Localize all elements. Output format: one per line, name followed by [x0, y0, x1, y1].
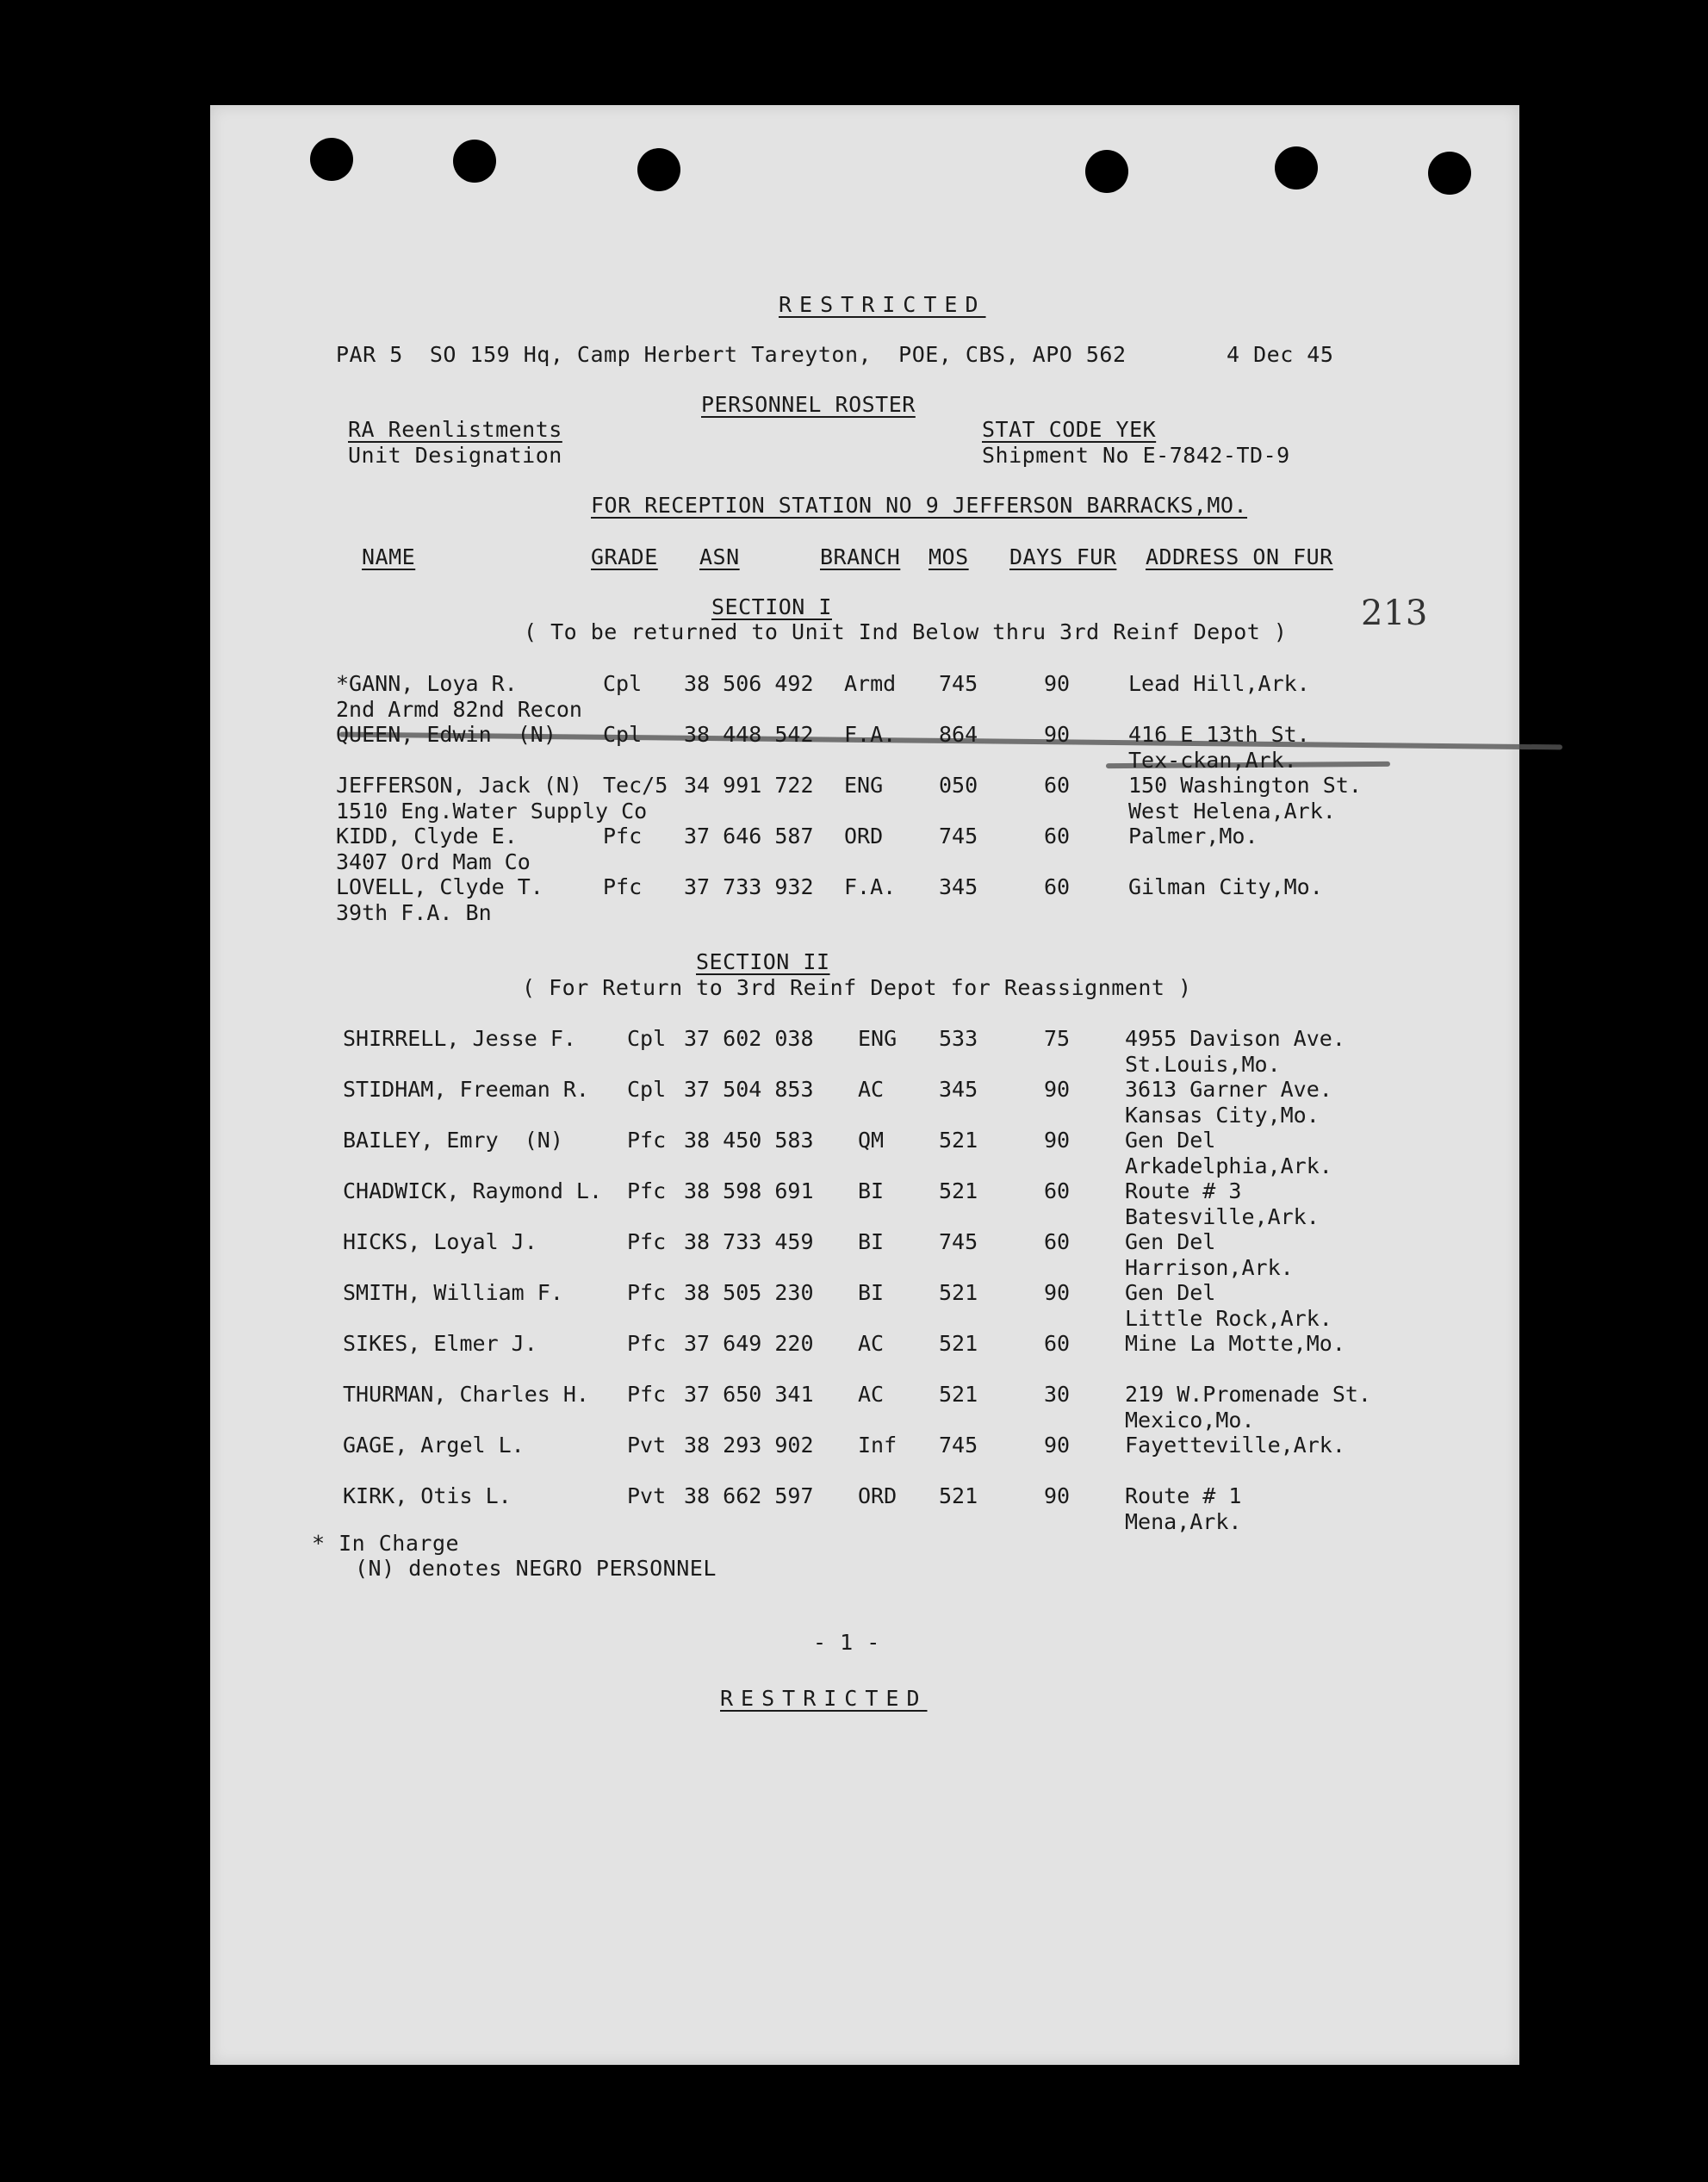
cell-name: CHADWICK, Raymond L. — [343, 1178, 603, 1203]
cell-days: 60 — [1044, 1331, 1071, 1356]
cell-grade: Pfc — [627, 1331, 667, 1356]
cell-branch: BI — [858, 1178, 885, 1203]
cell-name: STIDHAM, Freeman R. — [343, 1077, 589, 1102]
cell-unit: 39th F.A. Bn — [336, 900, 492, 925]
cell-asn: 38 506 492 — [684, 671, 814, 696]
par-line: PAR 5 SO 159 Hq, Camp Herbert Tareyton, POE, CBS, APO 562 — [336, 342, 1127, 367]
section2-title: SECTION II — [696, 949, 830, 974]
cell-address: 219 W.Promenade St. — [1125, 1382, 1371, 1407]
cell-mos: 533 — [939, 1026, 978, 1051]
cell-branch: AC — [858, 1077, 885, 1102]
cell-branch: ORD — [844, 824, 884, 849]
cell-name: JEFFERSON, Jack (N) — [336, 773, 582, 798]
cell-branch: ENG — [844, 773, 884, 798]
unit-designation: Unit Designation — [348, 443, 562, 468]
cell-days: 60 — [1044, 874, 1071, 899]
cell-address: Route # 1 — [1125, 1483, 1242, 1508]
cell-days: 75 — [1044, 1026, 1071, 1051]
cell-address: Gilman City,Mo. — [1128, 874, 1323, 899]
page-number: - 1 - — [813, 1630, 880, 1655]
cell-asn: 37 649 220 — [684, 1331, 814, 1356]
cell-asn: 37 646 587 — [684, 824, 814, 849]
table-row — [210, 1128, 1519, 1153]
cell-address-line2: St.Louis,Mo. — [1125, 1052, 1281, 1077]
cell-address: Gen Del — [1125, 1128, 1216, 1153]
cell-unit: 3407 Ord Mam Co — [336, 849, 531, 874]
cell-branch: BI — [858, 1280, 885, 1305]
cell-mos: 345 — [939, 1077, 978, 1102]
cell-asn: 38 598 691 — [684, 1178, 814, 1203]
cell-mos: 521 — [939, 1128, 978, 1153]
cell-grade: Cpl — [627, 1077, 667, 1102]
document-page — [210, 105, 1519, 2065]
cell-address: Fayetteville,Ark. — [1125, 1433, 1345, 1458]
cell-days: 60 — [1044, 773, 1071, 798]
punch-hole — [1275, 146, 1318, 190]
cell-branch: Inf — [858, 1433, 897, 1458]
cell-address: Mine La Motte,Mo. — [1125, 1331, 1345, 1356]
cell-name: KIDD, Clyde E. — [336, 824, 518, 849]
cell-days: 60 — [1044, 1178, 1071, 1203]
punch-hole — [1085, 150, 1128, 193]
cell-address: 4955 Davison Ave. — [1125, 1026, 1345, 1051]
cell-branch: F.A. — [844, 722, 897, 747]
table-row — [210, 824, 1519, 849]
cell-grade: Cpl — [603, 722, 643, 747]
cell-days: 90 — [1044, 1483, 1071, 1508]
cell-mos: 521 — [939, 1483, 978, 1508]
cell-name: *GANN, Loya R. — [336, 671, 518, 696]
cell-days: 60 — [1044, 824, 1071, 849]
col-mos: MOS — [929, 544, 969, 569]
cell-grade: Pfc — [603, 874, 643, 899]
cell-mos: 745 — [939, 1433, 978, 1458]
stat-code: STAT CODE YEK — [982, 417, 1157, 442]
cell-days: 90 — [1044, 1128, 1071, 1153]
cell-grade: Pfc — [603, 824, 643, 849]
table-row — [210, 1382, 1519, 1408]
table-row — [210, 671, 1519, 697]
cell-address: Route # 3 — [1125, 1178, 1242, 1203]
cell-branch: ORD — [858, 1483, 897, 1508]
punch-hole — [1428, 152, 1471, 195]
col-days-fur: DAYS FUR — [1009, 544, 1117, 569]
cell-grade: Pfc — [627, 1280, 667, 1305]
cell-name: SIKES, Elmer J. — [343, 1331, 537, 1356]
cell-name: THURMAN, Charles H. — [343, 1382, 589, 1407]
cell-branch: Armd — [844, 671, 897, 696]
cell-mos: 345 — [939, 874, 978, 899]
cell-mos: 521 — [939, 1331, 978, 1356]
restricted-bottom: RESTRICTED — [720, 1686, 928, 1711]
cell-mos: 521 — [939, 1382, 978, 1407]
cell-asn: 37 602 038 — [684, 1026, 814, 1051]
cell-address: 416 E 13th St. — [1128, 722, 1310, 747]
cell-grade: Pvt — [627, 1483, 667, 1508]
footnote-negro-personnel: (N) denotes NEGRO PERSONNEL — [355, 1556, 717, 1581]
cell-mos: 745 — [939, 1229, 978, 1254]
punch-hole — [637, 148, 680, 191]
cell-mos: 864 — [939, 722, 978, 747]
cell-address-line2: Batesville,Ark. — [1125, 1204, 1320, 1229]
table-row — [210, 1077, 1519, 1103]
cell-asn: 38 505 230 — [684, 1280, 814, 1305]
ra-reenlistments: RA Reenlistments — [348, 417, 562, 442]
cell-asn: 38 662 597 — [684, 1483, 814, 1508]
table-row — [210, 1483, 1519, 1509]
footnote-in-charge: * In Charge — [312, 1531, 460, 1556]
cell-days: 60 — [1044, 1229, 1071, 1254]
cell-branch: BI — [858, 1229, 885, 1254]
cell-days: 90 — [1044, 722, 1071, 747]
cell-mos: 521 — [939, 1178, 978, 1203]
section1-title: SECTION I — [711, 594, 832, 619]
section1-subtitle: ( To be returned to Unit Ind Below thru 3rd Reinf Depot ) — [524, 619, 1288, 644]
cell-branch: AC — [858, 1331, 885, 1356]
table-row — [210, 1280, 1519, 1306]
destination: FOR RECEPTION STATION NO 9 JEFFERSON BARRACKS,MO. — [591, 493, 1248, 518]
cell-branch: ENG — [858, 1026, 897, 1051]
cell-grade: Pfc — [627, 1128, 667, 1153]
table-row — [210, 722, 1519, 748]
cell-mos: 050 — [939, 773, 978, 798]
cell-name: BAILEY, Emry (N) — [343, 1128, 563, 1153]
cell-name: HICKS, Loyal J. — [343, 1229, 537, 1254]
table-row — [210, 1331, 1519, 1357]
cell-asn: 37 650 341 — [684, 1382, 814, 1407]
cell-address-line2: Harrison,Ark. — [1125, 1255, 1294, 1280]
col-address: ADDRESS ON FUR — [1146, 544, 1333, 569]
section2-subtitle: ( For Return to 3rd Reinf Depot for Reassignment ) — [522, 975, 1192, 1000]
cell-address-line2: Tex-ckan,Ark. — [1128, 748, 1297, 773]
col-name: NAME — [362, 544, 416, 569]
cell-address-line2: Arkadelphia,Ark. — [1125, 1153, 1332, 1178]
punch-hole — [310, 138, 353, 181]
cell-asn: 37 504 853 — [684, 1077, 814, 1102]
cell-asn: 37 733 932 — [684, 874, 814, 899]
cell-asn: 38 733 459 — [684, 1229, 814, 1254]
cell-unit: 2nd Armd 82nd Recon — [336, 697, 582, 722]
cell-asn: 38 450 583 — [684, 1128, 814, 1153]
cell-address-line2: Mena,Ark. — [1125, 1509, 1242, 1534]
cell-branch: QM — [858, 1128, 885, 1153]
cell-address-line2: West Helena,Ark. — [1128, 799, 1336, 824]
cell-branch: F.A. — [844, 874, 897, 899]
col-asn: ASN — [699, 544, 740, 569]
cell-unit: 1510 Eng.Water Supply Co — [336, 799, 648, 824]
table-row — [210, 874, 1519, 900]
cell-asn: 38 293 902 — [684, 1433, 814, 1458]
cell-address: 150 Washington St. — [1128, 773, 1362, 798]
cell-grade: Cpl — [627, 1026, 667, 1051]
cell-grade: Cpl — [603, 671, 643, 696]
cell-name: LOVELL, Clyde T. — [336, 874, 543, 899]
cell-grade: Tec/5 — [603, 773, 668, 798]
cell-address-line2: Little Rock,Ark. — [1125, 1306, 1332, 1331]
table-row — [210, 1433, 1519, 1458]
cell-name: QUEEN, Edwin (N) — [336, 722, 556, 747]
cell-address-line2: Kansas City,Mo. — [1125, 1103, 1320, 1128]
date: 4 Dec 45 — [1227, 342, 1334, 367]
table-row — [210, 773, 1519, 799]
table-row — [210, 1178, 1519, 1204]
cell-days: 90 — [1044, 1433, 1071, 1458]
cell-mos: 521 — [939, 1280, 978, 1305]
table-row — [210, 1026, 1519, 1052]
col-branch: BRANCH — [820, 544, 901, 569]
page-number-stamp: 213 — [1361, 594, 1428, 633]
cell-asn: 34 991 722 — [684, 773, 814, 798]
cell-grade: Pfc — [627, 1382, 667, 1407]
punch-hole — [453, 140, 496, 183]
restricted-top: RESTRICTED — [779, 292, 986, 317]
cell-days: 30 — [1044, 1382, 1071, 1407]
cell-address: Lead Hill,Ark. — [1128, 671, 1310, 696]
cell-mos: 745 — [939, 824, 978, 849]
col-grade: GRADE — [591, 544, 658, 569]
cell-asn: 38 448 542 — [684, 722, 814, 747]
cell-days: 90 — [1044, 1077, 1071, 1102]
cell-days: 90 — [1044, 671, 1071, 696]
roster-title: PERSONNEL ROSTER — [701, 392, 916, 417]
cell-name: SMITH, William F. — [343, 1280, 563, 1305]
cell-address: Gen Del — [1125, 1229, 1216, 1254]
cell-address: Gen Del — [1125, 1280, 1216, 1305]
cell-days: 90 — [1044, 1280, 1071, 1305]
cell-address: 3613 Garner Ave. — [1125, 1077, 1332, 1102]
cell-grade: Pfc — [627, 1178, 667, 1203]
cell-address-line2: Mexico,Mo. — [1125, 1408, 1255, 1433]
cell-name: SHIRRELL, Jesse F. — [343, 1026, 576, 1051]
table-row — [210, 1229, 1519, 1255]
cell-name: GAGE, Argel L. — [343, 1433, 525, 1458]
cell-grade: Pvt — [627, 1433, 667, 1458]
cell-branch: AC — [858, 1382, 885, 1407]
cell-grade: Pfc — [627, 1229, 667, 1254]
cell-mos: 745 — [939, 671, 978, 696]
shipment-no: Shipment No E-7842-TD-9 — [982, 443, 1290, 468]
cell-name: KIRK, Otis L. — [343, 1483, 512, 1508]
cell-address: Palmer,Mo. — [1128, 824, 1258, 849]
